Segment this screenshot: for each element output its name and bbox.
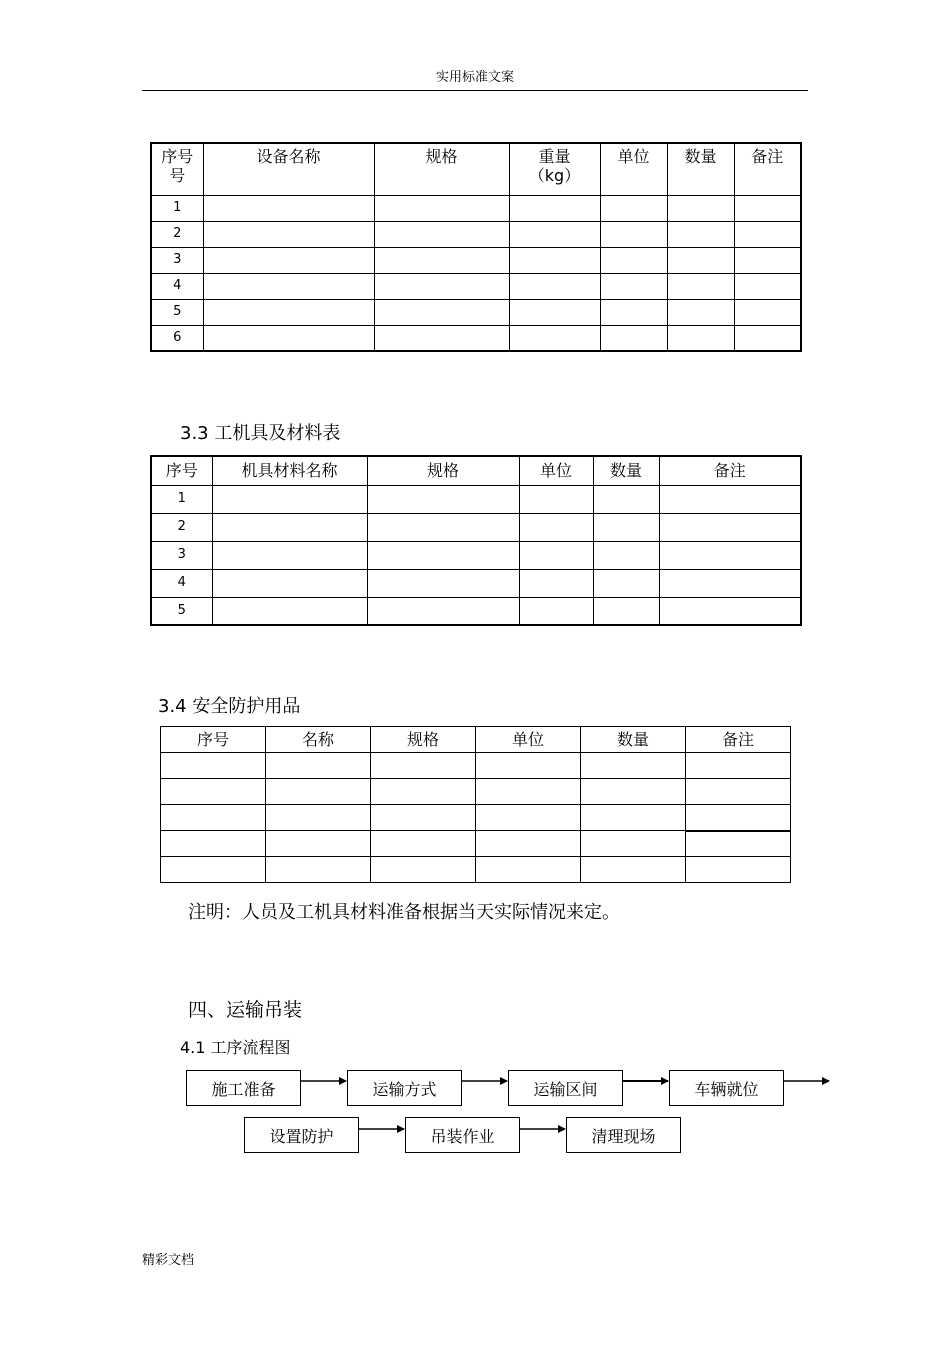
row-number: 1: [151, 485, 212, 513]
col-serial-header: 序号 号: [151, 143, 203, 195]
flow-step-transport-method: 运输方式: [347, 1070, 462, 1106]
col-remark-header: 备注: [734, 143, 801, 195]
page-header: 实用标准文案: [435, 70, 514, 85]
section-3-3-title: 3.3 工机具及材料表: [180, 423, 341, 444]
col-remark-header: 备注: [659, 456, 801, 485]
page-footer: 精彩文档: [142, 1253, 195, 1268]
flow-step-lifting-work: 吊装作业: [405, 1117, 520, 1153]
col-serial-header: 序号: [151, 456, 212, 485]
note-text: 注明：人员及工机具材料准备根据当天实际情况来定。: [188, 902, 620, 923]
section-4-title: 四、运输吊装: [188, 999, 303, 1021]
col-spec-header: 规格: [374, 143, 509, 195]
row-number: 3: [151, 541, 212, 569]
col-spec-header: 规格: [367, 456, 519, 485]
flow-step-construction-prep: 施工准备: [186, 1070, 301, 1106]
row-number: 1: [151, 195, 203, 221]
col-spec-header: 规格: [371, 727, 476, 753]
col-qty-header: 数量: [581, 727, 686, 753]
flow-step-set-protection: 设置防护: [244, 1117, 359, 1153]
col-material-name-header: 机具材料名称: [212, 456, 367, 485]
row-number: 4: [151, 273, 203, 299]
row-number: 2: [151, 221, 203, 247]
col-unit-header: 单位: [519, 456, 593, 485]
col-qty-header: 数量: [667, 143, 734, 195]
row-number: 5: [151, 299, 203, 325]
col-qty-header: 数量: [593, 456, 659, 485]
flow-step-transport-section: 运输区间: [508, 1070, 623, 1106]
col-unit-header: 单位: [476, 727, 581, 753]
col-unit-header: 单位: [600, 143, 667, 195]
col-equipment-name-header: 设备名称: [203, 143, 374, 195]
flow-step-vehicle-positioning: 车辆就位: [669, 1070, 784, 1106]
row-number: 6: [151, 325, 203, 351]
col-remark-header: 备注: [686, 727, 791, 753]
row-number: 2: [151, 513, 212, 541]
section-4-1-title: 4.1 工序流程图: [180, 1038, 291, 1057]
section-3-4-title: 3.4 安全防护用品: [158, 696, 301, 717]
col-name-header: 名称: [266, 727, 371, 753]
row-number: 4: [151, 569, 212, 597]
row-number: 3: [151, 247, 203, 273]
col-serial-header: 序号: [161, 727, 266, 753]
flow-step-site-cleanup: 清理现场: [566, 1117, 681, 1153]
col-weight-header: 重量 （kg）: [509, 143, 600, 195]
row-number: 5: [151, 597, 212, 625]
